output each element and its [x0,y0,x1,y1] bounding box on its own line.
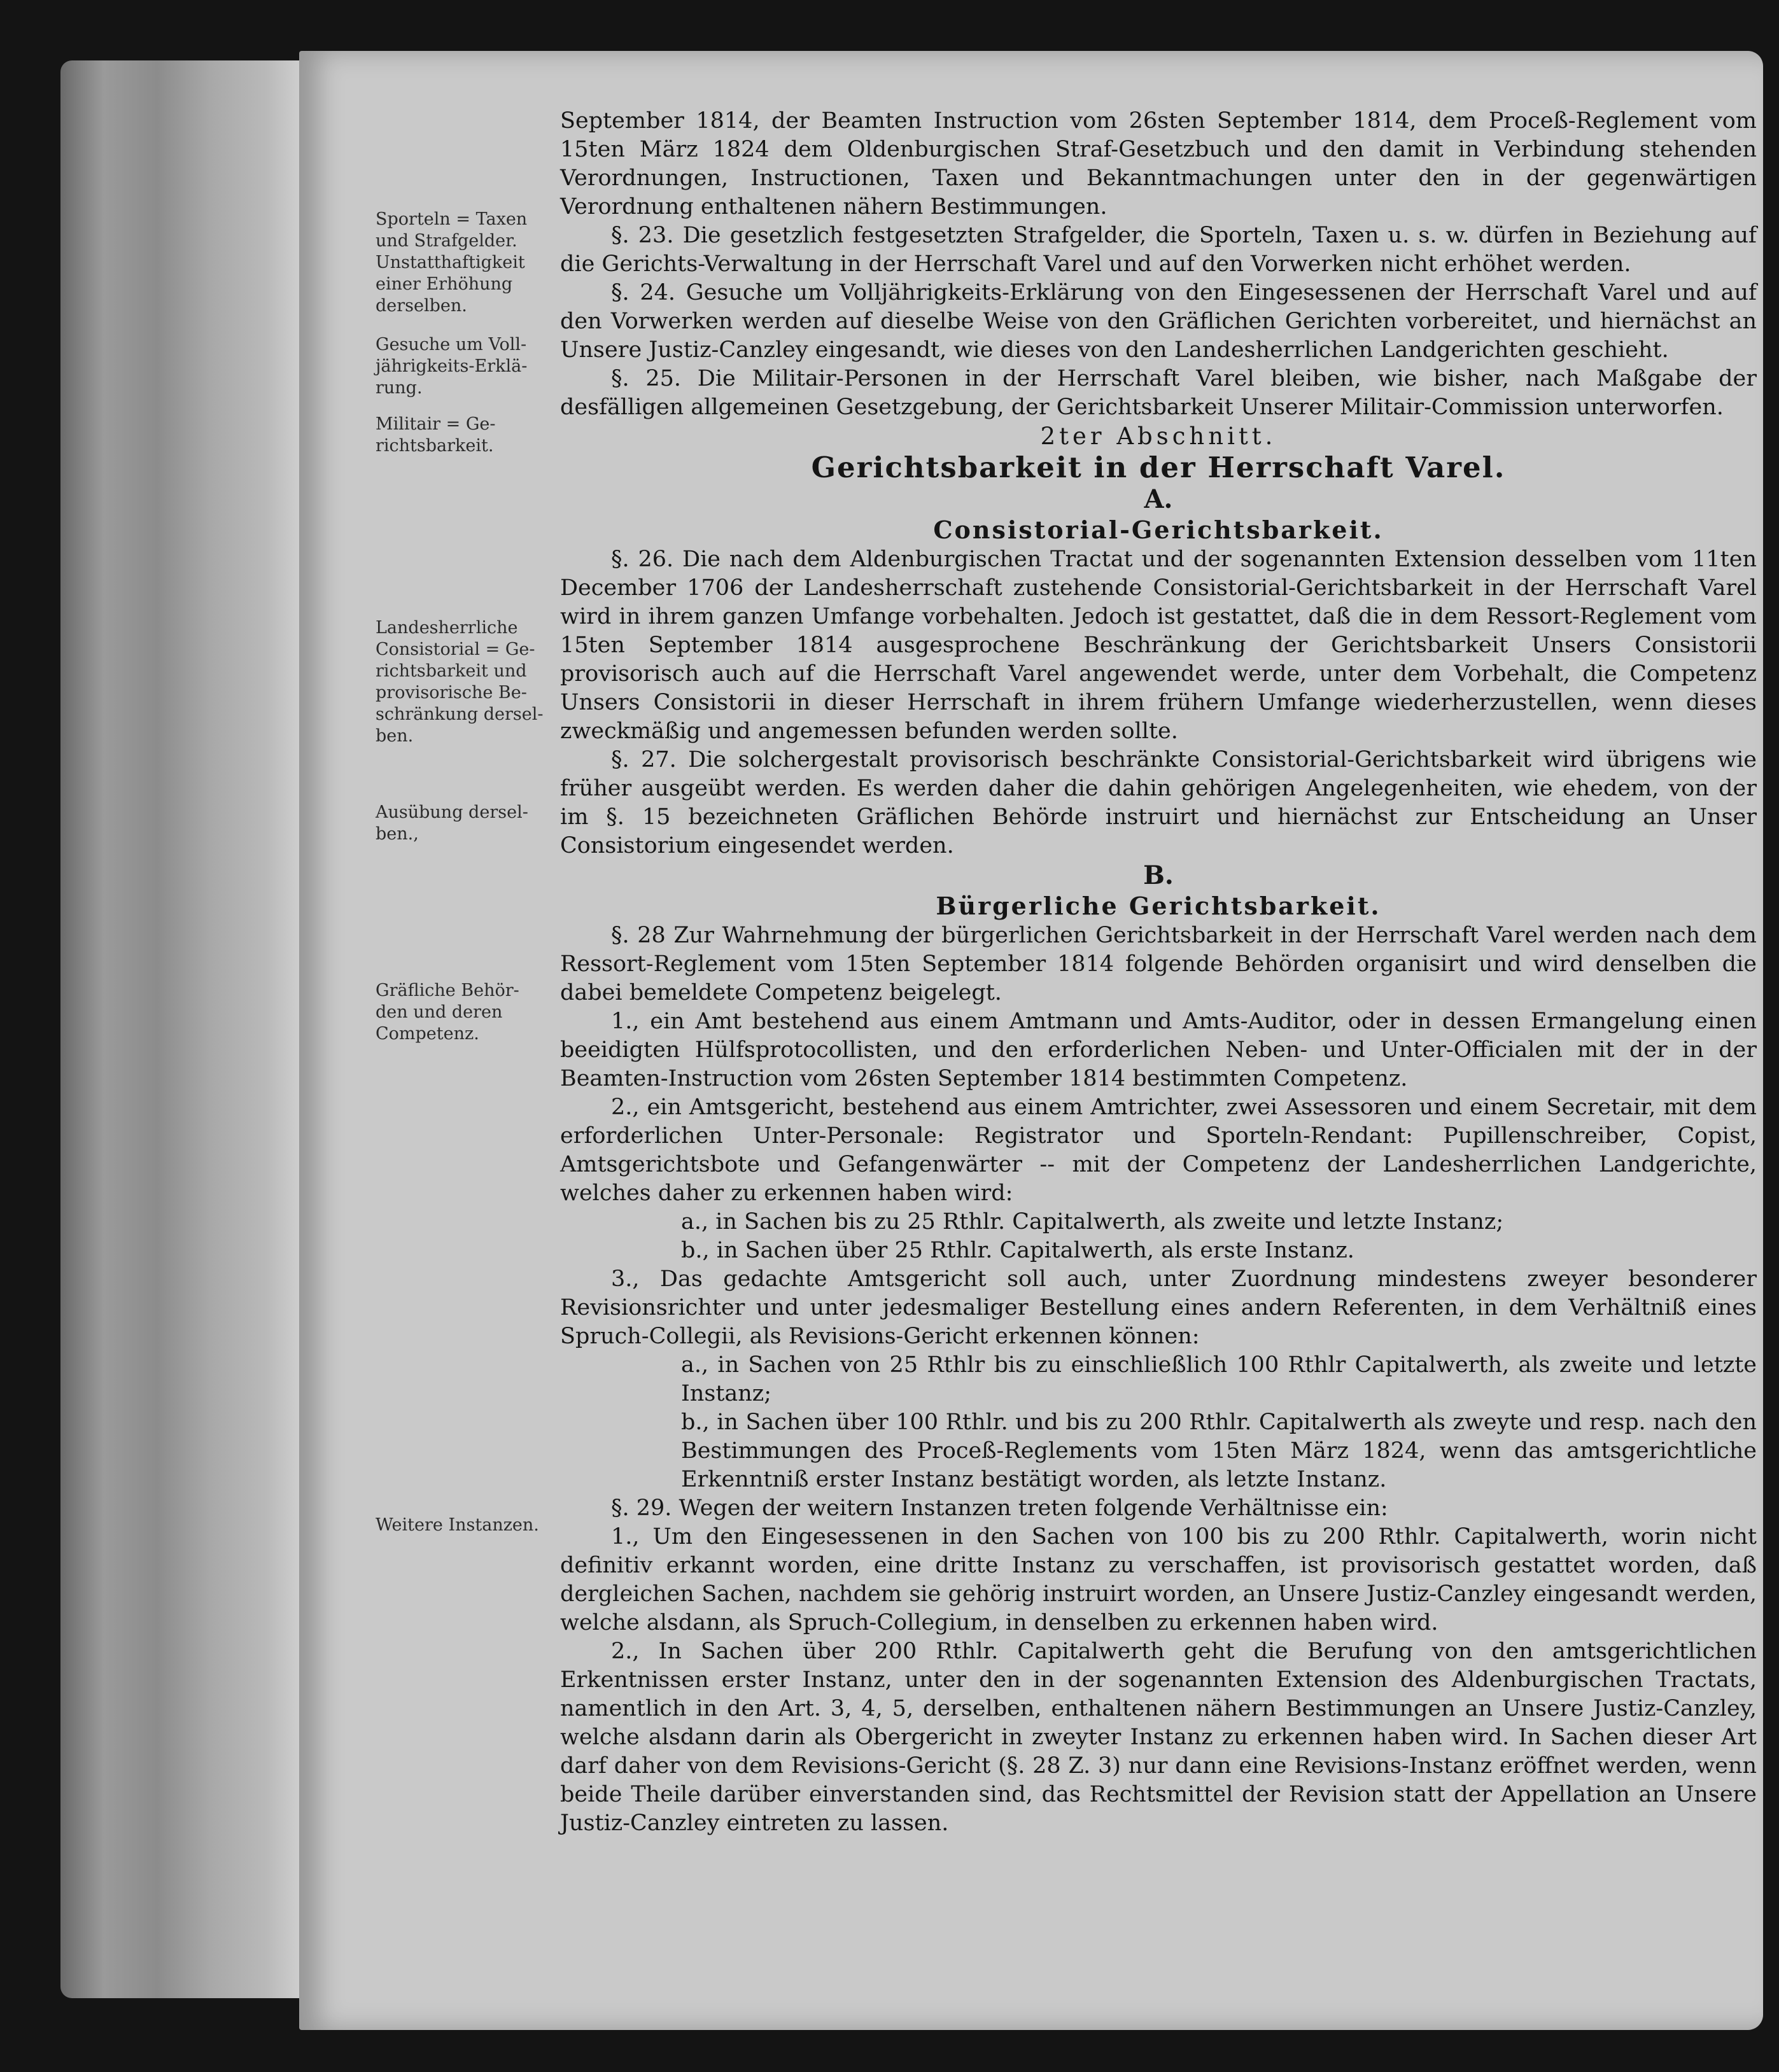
section-heading: 2ter Abschnitt. [1040,423,1277,450]
paragraph: §. 25. Die Militair-Personen in der Herrschaft Varel bleiben, wie bisher, nach Maßgabe der desfälligen allgemeinen Gesetzgebung, der Gerichtsbarkeit Unserer Militair-Commission unterworfen. [560,366,1757,420]
margin-note: Weitere Instanzen. [376,1515,539,1535]
paragraph: §. 28 Zur Wahrnehmung der bürgerlichen Gerichtsbarkeit in der Herrschaft Varel werden nach dem Ressort-Reglement vom 15ten September 1814 folgende Behörden organisirt und wird denselben die dabei bemeldete Competenz beigelegt. [560,923,1757,1005]
margin-notes [376,51,557,2030]
paragraph: §. 29. Wegen der weitern Instanzen treten folgende Verhältnisse ein: [611,1495,1388,1521]
paragraph: §. 24. Gesuche um Volljährigkeits-Erklärung von den Eingesessenen der Herrschaft Varel und auf den Vorwerken werden auf dieselbe Weise von den Gräflichen Gerichten vorbereitet, und hiernächst an Unsere Justiz-Canzley eingesandt, wie dieses von den Landesherrlichen Landgerichten geschieht. [560,280,1757,363]
book-page-edges [60,60,302,1998]
margin-note: Ausübung dersel- ben., [376,802,528,844]
margin-note: Gesuche um Voll- jährigkeits-Erklä- rung. [376,335,528,398]
paragraph: §. 26. Die nach dem Aldenburgischen Tractat und der sogenannten Extension desselben vom 11ten December 1706 der Landesherrschaft zustehende Consistorial-Gerichtsbarkeit in der Herrschaft Varel wird in ihrem ganzen Umfange vorbehalten. Jedoch ist gestattet, daß die in dem Ressort-Reglement vom 15ten September 1814 ausgesprochene Beschränkung der Gerichtsbarkeit Unsers Consistorii provisorisch auch auf die Herrschaft Varel angewendet werde, unter dem Vorbehalt, die Competenz Unsers Consistorii in dieser Herrschaft in ihrem frühern Umfange wiederherzustellen, wenn dieses zweckmäßig und angemessen befunden werden sollte. [560,547,1757,744]
margin-note: Militair = Ge- richtsbarkeit. [376,414,496,456]
margin-note: Sporteln = Taxen und Strafgelder. Unstatthaftigkeit einer Erhöhung derselben. [376,209,528,316]
paragraph: §. 27. Die solchergestalt provisorisch beschränkte Consistorial-Gerichtsbarkeit wird übrigens wie früher ausgeübt werden. Es werden daher die dahin gehörigen Angelegenheiten, wie ehedem, von der im §. 15 bezeichneten Gräflichen Behörde instruirt und hiernächst zur Entscheidung an Unser Consistorium eingesendet werden. [560,747,1757,858]
paragraph: a., in Sachen bis zu 25 Rthlr. Capitalwerth, als zweite und letzte Instanz; [681,1209,1504,1235]
paragraph: b., in Sachen über 100 Rthlr. und bis zu 200 Rthlr. Capitalwerth als zweyte und resp. nach den Bestimmungen des Proceß-Reglements vom 15ten März 1824, wenn das amtsgerichtliche Erkenntniß erster Instanz bestätigt worden, als letzte Instanz. [681,1410,1757,1492]
section-heading: B. [1143,860,1174,890]
section-heading: Gerichtsbarkeit in der Herrschaft Varel. [811,451,1506,484]
paragraph: §. 23. Die gesetzlich festgesetzten Strafgelder, die Sporteln, Taxen u. s. w. dürfen in Beziehung auf die Gerichts-Verwaltung in der Herrschaft Varel und auf den Vorwerken nicht erhöhet werden. [560,223,1757,277]
section-heading: A. [1144,484,1173,514]
paragraph: 2., ein Amtsgericht, bestehend aus einem Amtrichter, zwei Assessoren und einem Secretair, mit dem erforderlichen Unter-Personale: Registrator und Sporteln-Rendant: Pupillenschreiber, Copist, Amtsgerichtsbote und Gefangenwärter -- mit der Competenz der Landesherrlichen Landgerichte, welches daher zu erkennen haben wird: [560,1095,1757,1206]
margin-note: Landesherrliche Consistorial = Ge- richtsbarkeit und provisorische Be- schränkung dersel- ben. [376,618,544,746]
document-page [299,51,1763,2030]
paragraph: 2., In Sachen über 200 Rthlr. Capitalwerth geht die Berufung von den amtsgerichtlichen Erkentnissen erster Instanz, unter den in der sogenannten Extension des Aldenburgischen Tractats, namentlich in den Art. 3, 4, 5, derselben, enthaltenen nähern Bestimmungen an Unsere Justiz-Canzley, welche alsdann darin als Obergericht in zweyter Instanz zu erkennen haben wird. In Sachen dieser Art darf daher von dem Revisions-Gericht (§. 28 Z. 3) nur dann eine Revisions-Instanz eröffnet werden, wenn beide Theile darüber einverstanden sind, das Rechtsmittel der Revision statt der Appellation an Unsere Justiz-Canzley eintreten zu lassen. [560,1639,1757,1836]
body-text [560,107,1757,1838]
paragraph: September 1814, der Beamten Instruction vom 26sten September 1814, dem Proceß-Reglement vom 15ten März 1824 dem Oldenburgischen Straf-Gesetzbuch und den damit in Verbindung stehenden Verordnungen, Instructionen, Taxen und Bekanntmachungen unter den in der gegenwärtigen Verordnung enthaltenen nähern Bestimmungen. [560,108,1757,220]
paragraph: b., in Sachen über 25 Rthlr. Capitalwerth, als erste Instanz. [681,1238,1354,1263]
section-heading: Bürgerliche Gerichtsbarkeit. [936,892,1381,920]
section-heading: Consistorial-Gerichtsbarkeit. [933,515,1384,544]
paragraph: a., in Sachen von 25 Rthlr bis zu einschließlich 100 Rthlr Capitalwerth, als zweite und letzte Instanz; [681,1352,1757,1406]
paragraph: 1., ein Amt bestehend aus einem Amtmann und Amts-Auditor, oder in dessen Ermangelung einen beeidigten Hülfsprotocollisten, und den erforderlichen Neben- und Unter-Officialen mit der in der Beamten-Instruction vom 26sten September 1814 bestimmten Competenz. [560,1009,1757,1091]
margin-note: Gräfliche Behör- den und deren Competenz. [376,981,519,1044]
paragraph: 1., Um den Eingesessenen in den Sachen von 100 bis zu 200 Rthlr. Capitalwerth, worin nicht definitiv erkannt worden, eine dritte Instanz zu verschaffen, ist provisorisch gestattet worden, daß dergleichen Sachen, nachdem sie gehörig instruirt worden, an Unsere Justiz-Canzley eingesandt werden, welche alsdann, als Spruch-Collegium, in denselben zu erkennen haben wird. [560,1524,1757,1635]
paragraph: 3., Das gedachte Amtsgericht soll auch, unter Zuordnung mindestens zweyer besonderer Revisionsrichter und unter jedesmaliger Bestellung eines andern Referenten, in dem Verhältniß eines Spruch-Collegii, als Revisions-Gericht erkennen können: [560,1266,1757,1349]
